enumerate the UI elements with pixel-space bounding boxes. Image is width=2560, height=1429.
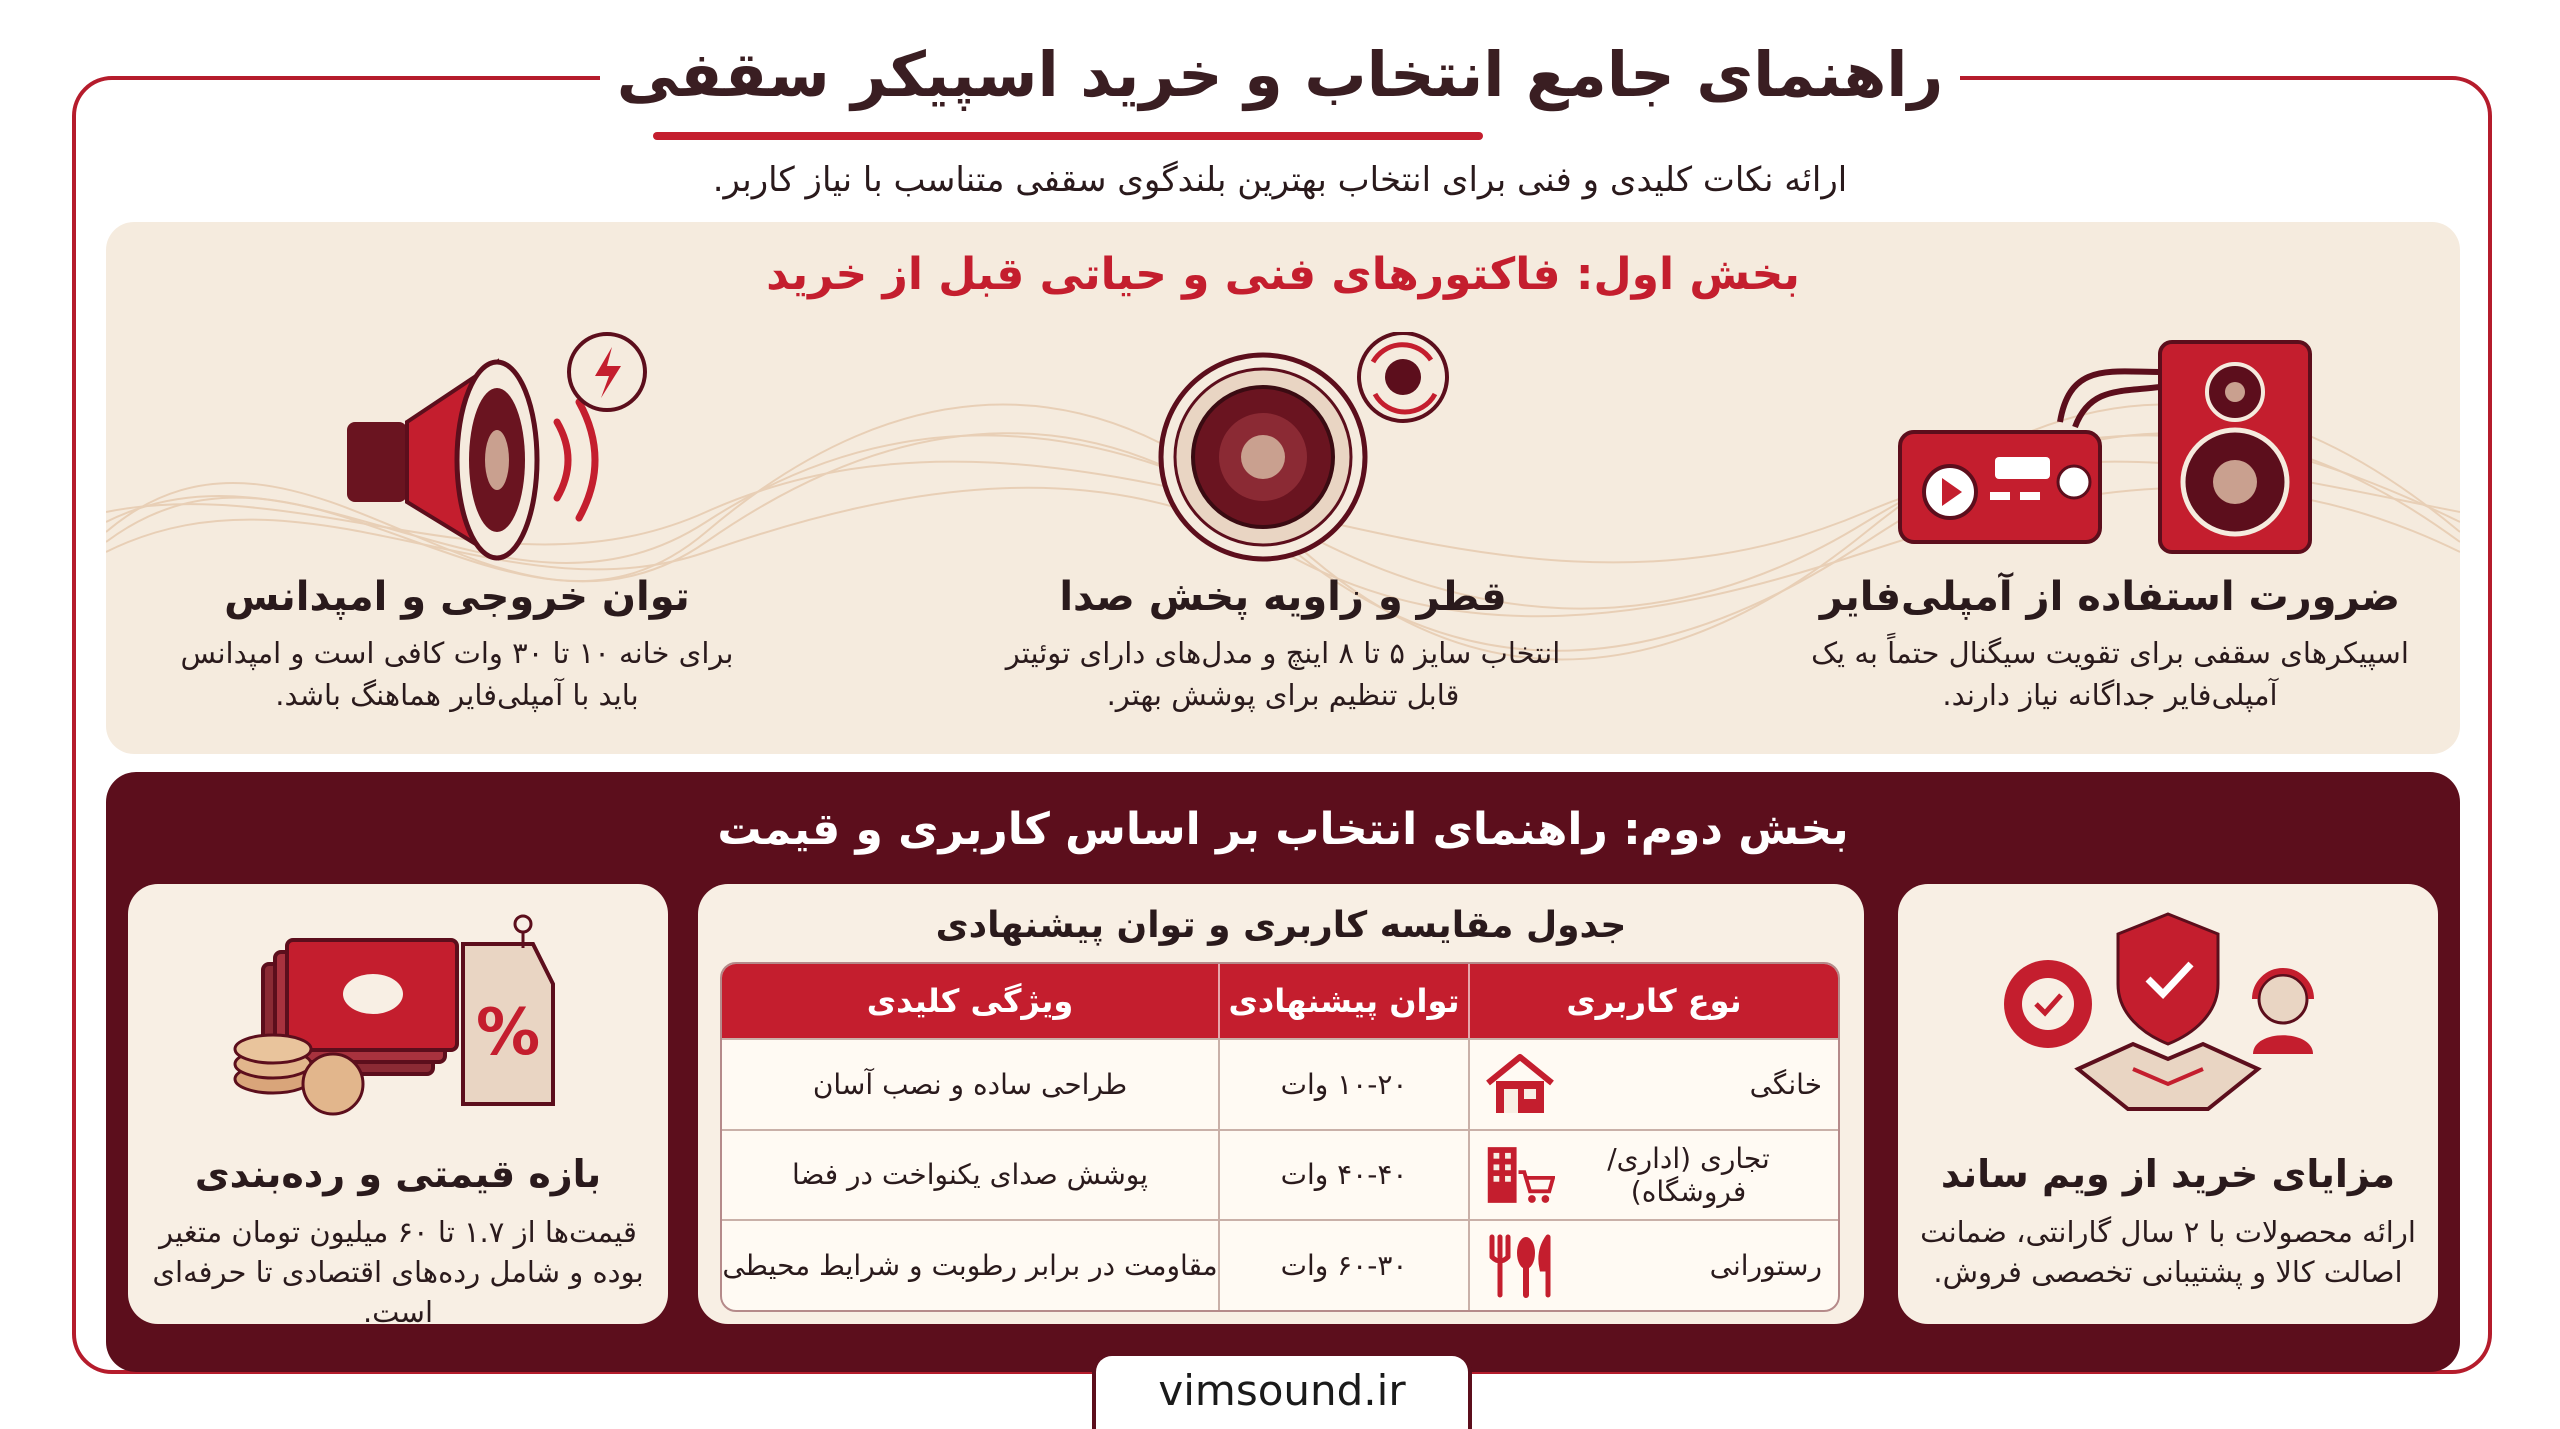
money-tag-icon (223, 904, 583, 1124)
fork-knife-icon (1482, 1233, 1558, 1299)
factor-text: برای خانه ۱۰ تا ۳۰ وات کافی است و امپدانس باید با آمپلی‌فایر هماهنگ باشد. (180, 636, 734, 712)
comparison-table (720, 962, 1840, 1312)
handshake-shield-icon (1993, 894, 2343, 1124)
benefits-text: ارائه محصولات با ۲ سال گارانتی، ضمانت اصالت کالا و پشتیبانی تخصصی فروش. (1920, 1215, 2416, 1289)
feature-cell: طراحی ساده و نصب آسان (722, 1038, 1218, 1129)
usage-type-label: رستورانی (1709, 1249, 1822, 1283)
factor-power-impedance (137, 332, 777, 742)
feature-cell: مقاومت در برابر رطوبت و شرایط محیطی (722, 1219, 1218, 1310)
power-cell: ۱۰-۲۰ وات (1218, 1038, 1468, 1129)
page-title: راهنمای جامع انتخاب و خرید اسپیکر سقفی (616, 38, 1944, 111)
usage-type-cell (1468, 1219, 1838, 1310)
svg-text:%: % (475, 996, 541, 1070)
loudspeaker-icon (207, 332, 707, 562)
power-cell: ۶۰-۳۰ وات (1218, 1219, 1468, 1310)
title-underline (653, 132, 1483, 140)
factor-amplifier (1790, 332, 2430, 742)
feature-cell: پوشش صدای یکنواخت در فضا (722, 1129, 1218, 1220)
column-header: ویژگی کلیدی (722, 964, 1218, 1038)
page-subtitle: ارائه نکات کلیدی و فنی برای انتخاب بهترین بلندگوی سقفی متناسب با نیاز کاربر. (712, 160, 1848, 200)
usage-type-cell (1468, 1038, 1838, 1129)
column-header: توان پیشنهادی (1218, 964, 1468, 1038)
benefits-title: مزایای خرید از ویم ساند (1940, 1152, 2396, 1196)
usage-type-label: خانگی (1749, 1067, 1822, 1101)
power-cell: ۴۰-۴۰ وات (1218, 1129, 1468, 1220)
section2-title: بخش دوم: راهنمای انتخاب بر اساس کاربری و قیمت (717, 804, 1849, 855)
amplifier-icon (1860, 332, 2360, 562)
table-row (722, 1038, 1838, 1129)
section-usage-price (106, 772, 2460, 1372)
factor-text: انتخاب سایز ۵ تا ۸ اینچ و مدل‌های دارای توئیتر قابل تنظیم برای پوشش بهتر. (1005, 636, 1561, 712)
table-row (722, 1219, 1838, 1310)
usage-type-label: تجاری (اداری/فروشگاه) (1607, 1141, 1770, 1208)
table-row (722, 1129, 1838, 1220)
building-cart-icon (1482, 1142, 1555, 1208)
table-title: جدول مقایسه کاربری و توان پیشنهادی (935, 905, 1627, 946)
comparison-table-card (698, 884, 1864, 1324)
usage-type-cell (1468, 1129, 1838, 1220)
column-header: نوع کاربری (1468, 964, 1838, 1038)
factor-size-angle (963, 332, 1603, 742)
price-title: بازه قیمتی و رده‌بندی (194, 1152, 602, 1196)
section1-title: بخش اول: فاکتورهای فنی و حیاتی قبل از خرید (766, 249, 1800, 300)
factor-title: ضرورت استفاده از آمپلی‌فایر (1819, 574, 2401, 620)
price-card (128, 884, 668, 1329)
website-link[interactable]: vimsound.ir (1092, 1352, 1472, 1429)
factor-title: توان خروجی و امپدانس (224, 574, 690, 620)
price-text: قیمت‌ها از ۱.۷ تا ۶۰ میلیون تومان متغیر بوده و شامل رده‌های اقتصادی تا حرفه‌ای است. (152, 1215, 644, 1329)
section-technical-factors (106, 222, 2460, 754)
house-icon (1482, 1051, 1558, 1117)
factor-text: اسپیکرهای سقفی برای تقویت سیگنال حتماً به یک آمپلی‌فایر جداگانه نیاز دارند. (1811, 636, 2409, 712)
benefits-card (1898, 884, 2438, 1324)
table-header-row (722, 964, 1838, 1038)
speaker-driver-icon (1033, 332, 1533, 562)
factor-title: قطر و زاویه پخش صدا (1059, 574, 1507, 620)
